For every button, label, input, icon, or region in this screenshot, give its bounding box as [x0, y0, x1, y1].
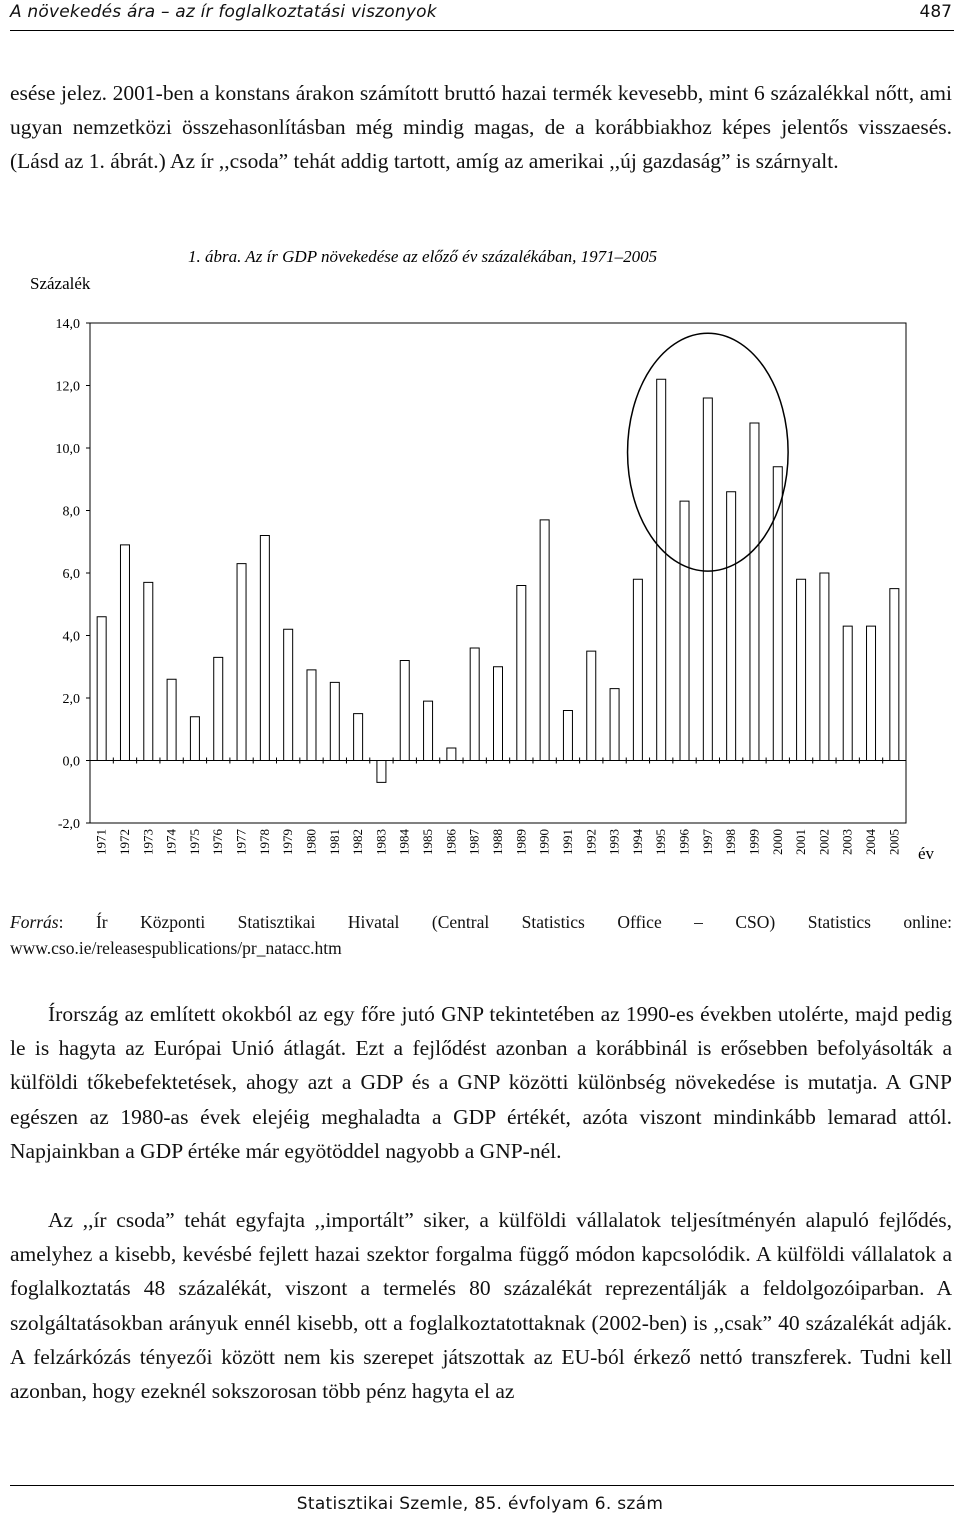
x-tick-label: 1987: [466, 829, 482, 855]
bar-2005: [890, 589, 899, 761]
x-tick-label: 1977: [233, 829, 249, 855]
bar-1972: [120, 545, 129, 761]
intro-paragraph: esése jelez. 2001-ben a konstans árakon számított bruttó hazai termék kevesebb, mint 6 százalékkal nőtt, ami ugyan nemzetközi összehasonlításban még mindig magas, de a korábbiakhoz képes jelentős visszaesés. (Lásd az 1. ábrát.) Az ír ,,csoda” tehát addig tartott, amíg az amerikai ,,új gazdaság” is szárnyalt.: [10, 81, 952, 174]
running-title: A növekedés ára – az ír foglalkoztatási viszonyok: [10, 2, 437, 22]
x-tick-label: 2001: [793, 829, 809, 855]
bar-1980: [307, 670, 316, 761]
chart-source: [10, 909, 952, 961]
bar-1977: [237, 564, 246, 761]
x-tick-label: 2005: [886, 829, 902, 855]
bar-1990: [540, 520, 549, 761]
x-tick-label: 1978: [256, 829, 272, 855]
bar-1985: [424, 701, 433, 760]
footer-rule: [10, 1485, 954, 1486]
x-tick-label: 2002: [816, 829, 832, 855]
x-tick-label: 1979: [280, 829, 296, 855]
x-tick-label: 1998: [723, 829, 739, 855]
bar-1988: [494, 667, 503, 761]
x-tick-label: 1988: [490, 829, 505, 855]
bar-1973: [144, 582, 153, 760]
source-label: Forrás: [10, 912, 59, 932]
bar-1998: [727, 492, 736, 761]
bar-2004: [867, 626, 876, 760]
x-tick-label: 1994: [629, 829, 645, 855]
bar-2002: [820, 573, 829, 761]
bar-1975: [190, 717, 199, 761]
x-tick-label: 1993: [606, 829, 622, 855]
y-tick-label: 6,0: [62, 567, 80, 582]
y-axis-label: Százalék: [30, 274, 91, 293]
x-tick-label: 1990: [536, 829, 552, 855]
y-tick-label: 14,0: [55, 317, 80, 332]
y-tick-label: 0,0: [62, 754, 80, 770]
x-tick-label: 1985: [420, 829, 436, 855]
x-tick-label: 1972: [116, 829, 132, 855]
paragraph-3: Az ,,ír csoda” tehát egyfajta ,,importált” siker, a külföldi vállalatok teljesítményén alapuló fejlődés, amelyhez a kisebb, kevésbé fejlett hazai szektor forgalma függő módon kapcsolódik. A külföldi vállalatok a foglalkoztatás 48 százalékát, viszont a termelés 80 százalékát reprezentálják a feldolgozóiparban. A szolgáltatásokban arányuk ennél kisebb, ott a foglalkoztatottaknak (2002-ben) is ,,csak” 40 százalékát adják. A felzárkózás tényezői között nem kis szerepet játszottak az EU-ból érkező nettó transzferek. Tudni kell azonban, hogy ezeknél sokszorosan több pénz hagyta el az: [10, 1208, 952, 1404]
bar-1987: [470, 648, 479, 761]
running-header: [10, 0, 954, 31]
y-tick-label: 10,0: [55, 442, 80, 457]
y-tick-label: 8,0: [62, 504, 80, 520]
bar-1994: [633, 579, 642, 760]
bar-1992: [587, 651, 596, 760]
y-tick-label: -2,0: [57, 817, 80, 832]
x-tick-label: 1984: [396, 829, 412, 855]
bar-1983: [377, 761, 386, 783]
chart-title: 1. ábra. Az ír GDP növekedése az előző év százalékában, 1971–2005: [188, 247, 658, 266]
bar-1971: [97, 617, 106, 761]
x-tick-label: 1991: [559, 829, 575, 855]
x-tick-label: 1983: [373, 829, 389, 855]
bar-1995: [657, 379, 666, 760]
x-tick-label: 1999: [746, 829, 762, 855]
bar-1976: [214, 657, 223, 760]
x-tick-label: 1997: [699, 829, 715, 855]
bar-1981: [330, 682, 339, 760]
x-tick-label: 1971: [93, 829, 109, 855]
gdp-growth-chart: [0, 240, 960, 870]
bar-1974: [167, 679, 176, 760]
x-tick-label: 1996: [676, 829, 692, 855]
x-tick-label: 1974: [163, 829, 179, 855]
x-tick-label: 1989: [513, 829, 529, 855]
y-tick-label: 4,0: [62, 629, 80, 645]
paragraph-2: Írország az említett okokból az egy főre jutó GNP tekintetében az 1990-es években utolérte, majd pedig le is hagyta az Európai Unió átlagát. Ezt a fejlődést azonban a korábbinál is erősebben befolyásolták a külföldi tőkebefektetések, ahogy azt a GDP és a GNP közötti különbség növekedése is mutatja. A GNP egészen az 1980-as évek elejéig meghaladta a GDP értékét, azóta viszont mindinkább lemarad attól. Napjainkban a GDP értéke már egyötöddel nagyobb a GNP-nél.: [10, 1002, 952, 1163]
y-tick-label: 2,0: [62, 692, 80, 707]
page-number: 487: [919, 2, 952, 22]
x-tick-label: 2003: [839, 829, 855, 855]
bar-1993: [610, 689, 619, 761]
x-tick-label: 1976: [210, 829, 226, 855]
x-axis-label: év: [918, 844, 935, 863]
bar-1982: [354, 714, 363, 761]
bar-1989: [517, 586, 526, 761]
footer-journal: Statisztikai Szemle, 85. évfolyam 6. szám: [296, 1494, 664, 1514]
bar-1999: [750, 423, 759, 761]
x-tick-label: 2000: [769, 829, 785, 855]
bar-1979: [284, 629, 293, 760]
x-tick-label: 1981: [326, 829, 342, 855]
bar-1991: [563, 711, 572, 761]
bar-1996: [680, 501, 689, 760]
x-tick-label: 1982: [350, 829, 366, 855]
x-tick-label: 1980: [303, 829, 319, 855]
x-tick-label: 1975: [186, 829, 202, 855]
bar-1984: [400, 661, 409, 761]
x-tick-label: 2004: [863, 829, 879, 855]
y-tick-label: 12,0: [55, 379, 80, 395]
x-tick-label: 1986: [443, 829, 459, 855]
bar-1997: [703, 398, 712, 761]
x-tick-label: 1973: [140, 829, 156, 855]
bar-1986: [447, 748, 456, 761]
source-text: : Ír Központi Statisztikai Hivatal (Central Statistics Office – CSO) Statistics online: www.cso.ie/releasespublications/pr_natacc.htm: [10, 912, 952, 958]
bar-2003: [843, 626, 852, 760]
bar-1978: [260, 536, 269, 761]
x-tick-label: 1995: [653, 829, 669, 855]
bar-2001: [797, 579, 806, 760]
x-tick-label: 1992: [583, 829, 599, 855]
